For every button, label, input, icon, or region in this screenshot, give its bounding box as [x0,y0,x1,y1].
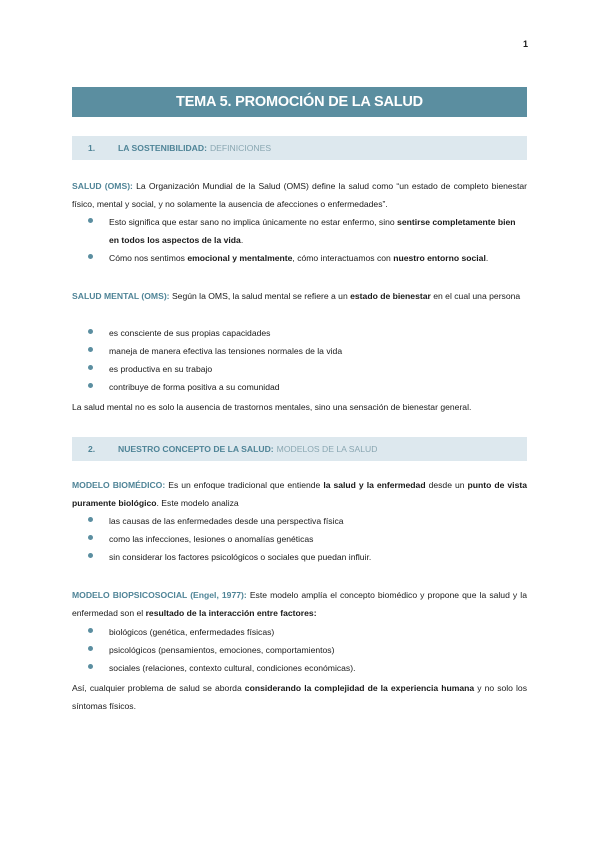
bullet-icon [88,254,93,259]
item-text: , cómo interactuamos con [292,253,394,263]
salud-oms-paragraph [72,177,527,213]
bullet-icon [88,664,93,669]
bullet-icon [88,628,93,633]
list-item [72,213,527,249]
paragraph-text: en el cual una persona [430,291,521,301]
paragraph-emphasis: la salud y la enfermedad [323,480,426,490]
bullet-icon [88,383,93,388]
item-text: sociales (relaciones, contexto cultural, condiciones económicas). [109,663,356,673]
section-subtitle: MODELOS DE LA SALUD [276,444,378,454]
bullet-icon [88,517,93,522]
item-emphasis: sentirse completamente bien en todos los aspectos de la vida [109,217,516,245]
list-item [72,249,527,267]
page-title: TEMA 5. PROMOCIÓN DE LA SALUD [72,87,527,117]
paragraph-text: . Este modelo analiza [156,498,239,508]
salud-mental-list [72,324,527,396]
modelo-biopsicosocial-list [72,623,527,677]
paragraph-text: Así, cualquier problema de salud se aborda [72,683,245,693]
item-text: contribuye de forma positiva a su comunidad [109,382,280,392]
paragraph-emphasis: considerando la complejidad de la experiencia humana [244,683,475,693]
term-label: SALUD MENTAL (OMS): [72,291,170,301]
salud-mental-paragraph [72,287,527,305]
section-subtitle: DEFINICIONES [209,143,272,153]
term-label: MODELO BIOPSICOSOCIAL (Engel, 1977): [72,590,247,600]
paragraph-emphasis: estado de bienestar [350,291,431,301]
list-item [72,360,527,378]
salud-mental-closing: La salud mental no es solo la ausencia de trastornos mentales, sino una sensación de bienestar general. [72,402,472,412]
bullet-icon [88,365,93,370]
paragraph-text: Este modelo amplía el concepto biomédico y propone que la salud y la enfermedad son el [72,590,527,618]
list-item [72,641,527,659]
section-heading-2 [72,437,527,461]
list-item [72,378,527,396]
bullet-icon [88,329,93,334]
list-item [72,512,527,530]
item-text: . [485,253,489,263]
item-text: las causas de las enfermedades desde una perspectiva física [109,516,344,526]
item-text: como las infecciones, lesiones o anomalías genéticas [109,534,314,544]
list-item [72,548,527,566]
item-text: . [240,235,244,245]
paragraph-text: desde un [425,480,468,490]
item-text: Cómo nos sentimos [109,253,188,263]
item-text: es consciente de sus propias capacidades [109,328,271,338]
bullet-icon [88,646,93,651]
item-text: es productiva en su trabajo [109,364,213,374]
paragraph-emphasis: resultado de la interacción entre factores: [145,608,317,618]
modelo-biomedico-paragraph [72,476,527,512]
item-text: psicológicos (pensamientos, emociones, comportamientos) [109,645,335,655]
bullet-icon [88,347,93,352]
list-item [72,324,527,342]
section-number: 1. [88,143,96,153]
item-emphasis: emocional y mentalmente [187,253,293,263]
modelo-biopsicosocial-closing [72,679,527,715]
bullet-icon [88,218,93,223]
page-number: 1 [522,39,528,49]
list-item [72,530,527,548]
list-item [72,659,527,677]
item-text: sin considerar los factores psicológicos o sociales que puedan influir. [109,552,372,562]
paragraph-text: Según la OMS, la salud mental se refiere a un [171,291,351,301]
list-item [72,623,527,641]
term-label: MODELO BIOMÉDICO: [72,480,166,490]
section-heading-1 [72,136,527,160]
bullet-icon [88,553,93,558]
item-text: Esto significa que estar sano no implica únicamente no estar enfermo, sino [109,217,398,227]
modelo-biomedico-list [72,512,527,566]
paragraph-text: Es un enfoque tradicional que entiende [168,480,324,490]
item-text: biológicos (genética, enfermedades físicas) [109,627,275,637]
section-title: LA SOSTENIBILIDAD: [118,143,207,153]
list-item [72,342,527,360]
paragraph-text: y no solo los síntomas físicos. [72,683,527,711]
term-label: SALUD (OMS): [72,181,133,191]
bullet-icon [88,535,93,540]
paragraph-text: La Organización Mundial de la Salud (OMS) define la salud como “un estado de completo bienestar físico, mental y social, y no solamente la ausencia de afecciones o enfermedades”. [72,181,527,209]
section-number: 2. [88,444,96,454]
item-text: maneja de manera efectiva las tensiones normales de la vida [109,346,343,356]
item-emphasis: nuestro entorno social [393,253,486,263]
modelo-biopsicosocial-paragraph [72,586,527,622]
section-title: NUESTRO CONCEPTO DE LA SALUD: [118,444,274,454]
paragraph-emphasis: punto de vista puramente biológico [72,480,527,508]
salud-oms-list [72,213,527,267]
